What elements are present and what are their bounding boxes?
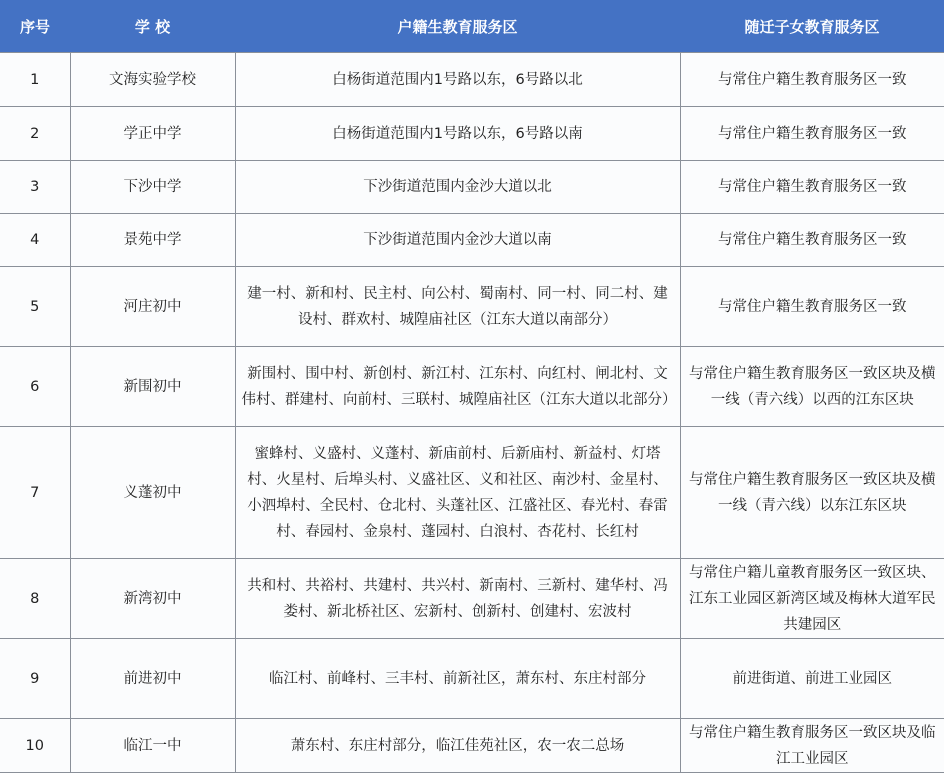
hukou-service-area: 白杨街道范围内1号路以东，6号路以南	[235, 107, 680, 161]
table-row	[0, 107, 944, 161]
school-name: 义蓬初中	[70, 427, 235, 559]
hukou-service-area: 下沙街道范围内金沙大道以南	[235, 214, 680, 267]
hukou-service-area: 临江村、前峰村、三丰村、前新社区，萧东村、东庄村部分	[235, 639, 680, 719]
table-row	[0, 53, 944, 107]
row-number: 2	[0, 107, 70, 161]
hukou-service-area: 新围村、围中村、新创村、新江村、江东村、向红村、闸北村、文伟村、群建村、向前村、三联村、城隍庙社区（江东大道以北部分）	[235, 347, 680, 427]
school-name: 文海实验学校	[70, 53, 235, 107]
header-number: 序号	[0, 0, 70, 53]
row-number: 10	[0, 719, 70, 773]
migrant-service-area: 与常住户籍生教育服务区一致	[680, 161, 944, 214]
school-name: 临江一中	[70, 719, 235, 773]
header-hukou-area: 户籍生教育服务区	[235, 0, 680, 53]
table-row	[0, 559, 944, 639]
row-number: 3	[0, 161, 70, 214]
table-row	[0, 161, 944, 214]
migrant-service-area: 与常住户籍生教育服务区一致	[680, 214, 944, 267]
school-name: 景苑中学	[70, 214, 235, 267]
header-school: 学 校	[70, 0, 235, 53]
migrant-service-area: 前进街道、前进工业园区	[680, 639, 944, 719]
hukou-service-area: 建一村、新和村、民主村、向公村、蜀南村、同一村、同二村、建设村、群欢村、城隍庙社区（江东大道以南部分）	[235, 267, 680, 347]
table-row	[0, 267, 944, 347]
school-name: 新围初中	[70, 347, 235, 427]
table-header-row	[0, 0, 944, 53]
migrant-service-area: 与常住户籍生教育服务区一致	[680, 107, 944, 161]
migrant-service-area: 与常住户籍生教育服务区一致	[680, 267, 944, 347]
table-row	[0, 214, 944, 267]
table-body	[0, 53, 944, 773]
row-number: 4	[0, 214, 70, 267]
row-number: 5	[0, 267, 70, 347]
row-number: 9	[0, 639, 70, 719]
hukou-service-area: 萧东村、东庄村部分，临江佳苑社区，农一农二总场	[235, 719, 680, 773]
hukou-service-area: 蜜蜂村、义盛村、义蓬村、新庙前村、后新庙村、新益村、灯塔村、火星村、后埠头村、义盛社区、义和社区、南沙村、金星村、小泗埠村、全民村、仓北村、头蓬社区、江盛社区、春光村、春雷村、春园村、金泉村、蓬园村、白浪村、杏花村、长红村	[235, 427, 680, 559]
table-row	[0, 427, 944, 559]
school-name: 新湾初中	[70, 559, 235, 639]
school-name: 下沙中学	[70, 161, 235, 214]
hukou-service-area: 下沙街道范围内金沙大道以北	[235, 161, 680, 214]
table-row	[0, 347, 944, 427]
school-name: 前进初中	[70, 639, 235, 719]
hukou-service-area: 白杨街道范围内1号路以东，6号路以北	[235, 53, 680, 107]
row-number: 1	[0, 53, 70, 107]
migrant-service-area: 与常住户籍儿童教育服务区一致区块、江东工业园区新湾区域及梅林大道军民共建园区	[680, 559, 944, 639]
migrant-service-area: 与常住户籍生教育服务区一致区块及临江工业园区	[680, 719, 944, 773]
migrant-service-area: 与常住户籍生教育服务区一致	[680, 53, 944, 107]
header-migrant-area: 随迁子女教育服务区	[680, 0, 944, 53]
migrant-service-area: 与常住户籍生教育服务区一致区块及横一线（青六线）以东江东区块	[680, 427, 944, 559]
row-number: 6	[0, 347, 70, 427]
row-number: 8	[0, 559, 70, 639]
school-name: 河庄初中	[70, 267, 235, 347]
hukou-service-area: 共和村、共裕村、共建村、共兴村、新南村、三新村、建华村、冯娄村、新北桥社区、宏新村、创新村、创建村、宏波村	[235, 559, 680, 639]
school-name: 学正中学	[70, 107, 235, 161]
migrant-service-area: 与常住户籍生教育服务区一致区块及横一线（青六线）以西的江东区块	[680, 347, 944, 427]
table-row	[0, 719, 944, 773]
table-row	[0, 639, 944, 719]
row-number: 7	[0, 427, 70, 559]
